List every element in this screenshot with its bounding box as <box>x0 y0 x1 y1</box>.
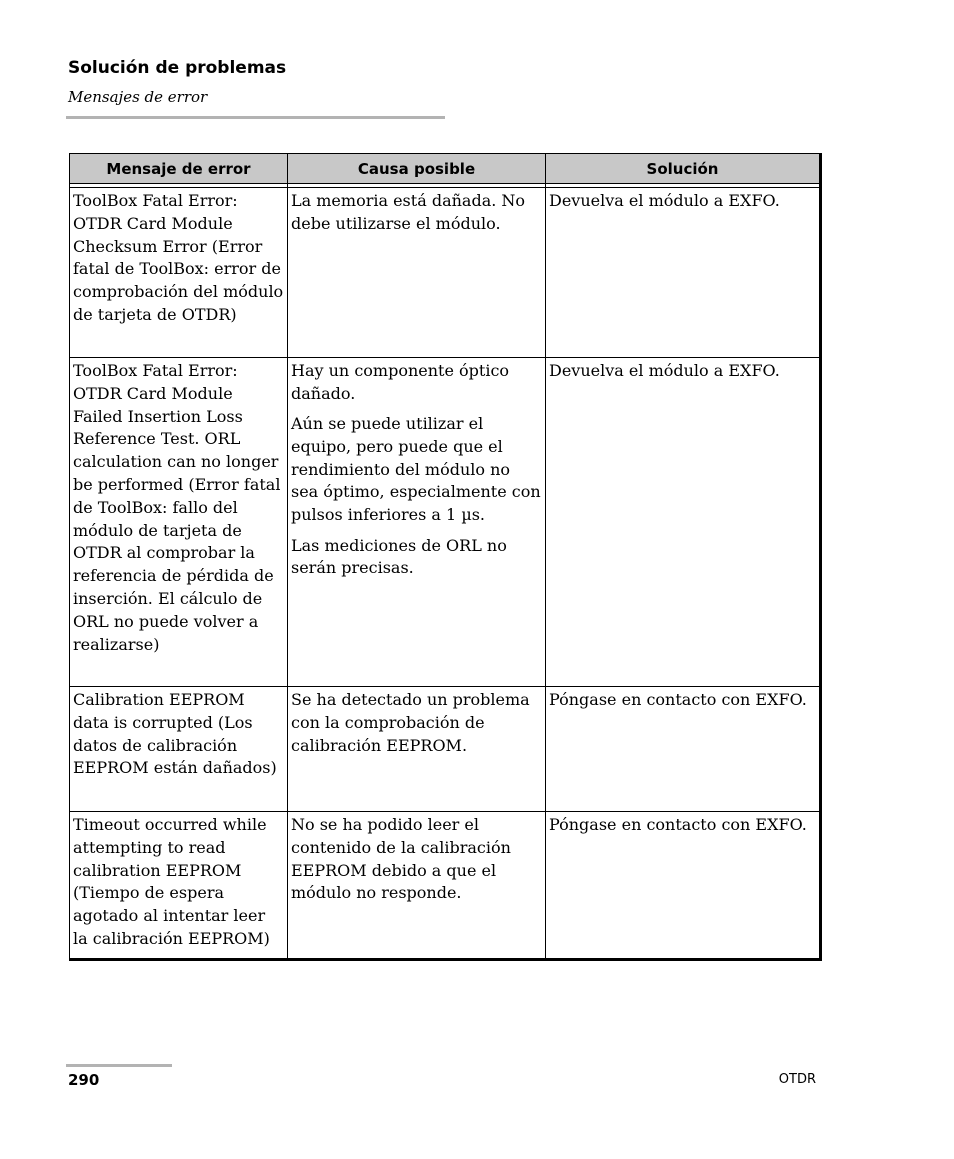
solution-cell: Póngase en contacto con EXFO. <box>546 687 819 812</box>
solution-cell: Devuelva el módulo a EXFO. <box>546 358 819 687</box>
message-cell: Timeout occurred while attempting to read calibration EEPROM (Tiempo de espera agotado al intentar leer la calibración EEPROM) <box>70 812 288 958</box>
cause-cell <box>288 358 546 687</box>
footer-rule <box>66 1064 172 1067</box>
message-cell: Calibration EEPROM data is corrupted (Los datos de calibración EEPROM están dañados) <box>70 687 288 812</box>
section-title: Solución de problemas <box>68 58 287 78</box>
column-header-message: Mensaje de error <box>70 154 288 184</box>
table-row <box>70 812 819 958</box>
page-header <box>68 57 286 107</box>
message-cell: ToolBox Fatal Error: OTDR Card Module Checksum Error (Error fatal de ToolBox: error de comprobación del módulo de tarjeta de OTDR) <box>70 188 288 358</box>
table-header-row <box>70 154 819 184</box>
cause-paragraph: Se ha detectado un problema con la comprobación de calibración EEPROM. <box>291 690 530 755</box>
error-messages-table <box>69 153 822 961</box>
cause-paragraph: La memoria está dañada. No debe utilizarse el módulo. <box>291 191 526 233</box>
solution-cell: Devuelva el módulo a EXFO. <box>546 188 819 358</box>
header-rule <box>66 116 445 119</box>
table-row <box>70 358 819 687</box>
cause-cell <box>288 687 546 812</box>
cause-cell <box>288 188 546 358</box>
section-subtitle: Mensajes de error <box>68 88 208 106</box>
cause-paragraph: Aún se puede utilizar el equipo, pero puede que el rendimiento del módulo no sea óptimo, especialmente con pulsos inferiores a 1 µs. <box>291 414 541 525</box>
cause-paragraph: Las mediciones de ORL no serán precisas. <box>291 535 507 578</box>
column-header-solution: Solución <box>546 154 819 184</box>
product-name: OTDR <box>778 1072 816 1087</box>
table-row <box>70 687 819 812</box>
solution-cell: Póngase en contacto con EXFO. <box>549 815 807 834</box>
cause-paragraph: Hay un componente óptico dañado. <box>291 361 510 403</box>
page-number: 290 <box>68 1071 100 1089</box>
column-header-cause: Causa posible <box>288 154 546 184</box>
cause-cell <box>288 812 546 958</box>
cause-paragraph: No se ha podido leer el contenido de la calibración EEPROM debido a que el módulo no responde. <box>291 815 511 903</box>
table-row <box>70 188 819 358</box>
message-cell: ToolBox Fatal Error: OTDR Card Module Failed Insertion Loss Reference Test. ORL calculation can no longer be performed (Error fatal de ToolBox: fallo del módulo de tarjeta de OTDR al comprobar la referencia de pérdida de inserción. El cálculo de ORL no puede volver a realizarse) <box>70 358 288 687</box>
